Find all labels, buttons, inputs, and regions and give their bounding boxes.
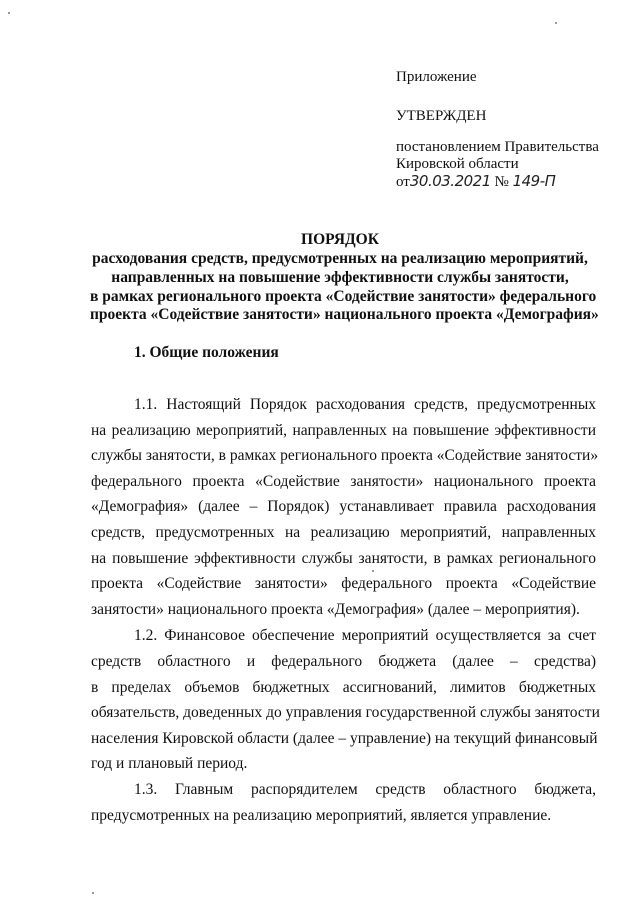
number-prefix: №	[494, 174, 509, 190]
title-line-4: в рамках регионального проекта «Содействие занятости» федерального	[90, 288, 597, 305]
paragraph-line: обязательств, доведенных до управления государственной службы занятости	[91, 704, 600, 721]
scan-speck	[8, 12, 10, 14]
scan-speck	[372, 570, 374, 572]
paragraph-line: «Демография» (далее – Порядок) устанавливает правила расходования	[91, 498, 596, 515]
paragraph-line: 1.1. Настоящий Порядок расходования средств, предусмотренных	[134, 396, 596, 413]
paragraph-line: федерального проекта «Содействие занятости» национального проекта	[91, 473, 596, 490]
decree-line-2: Кировской области	[396, 156, 519, 172]
paragraph-line: 1.2. Финансовое обеспечение мероприятий осуществляется за счет	[134, 627, 596, 644]
approved-label: УТВЕРЖДЕН	[396, 108, 487, 124]
section-heading: 1. Общие положения	[134, 344, 279, 361]
paragraph-line: службы занятости, в рамках регионального проекта «Содействие занятости»	[91, 447, 599, 464]
handwritten-date: 30.03.2021	[409, 172, 491, 190]
paragraph-line: проекта «Содействие занятости» федерального проекта «Содействие	[91, 575, 596, 592]
decree-line-1: постановлением Правительства	[396, 139, 599, 155]
paragraph-line: средств областного и федерального бюджета (далее – средства)	[91, 653, 596, 670]
title-line-5: проекта «Содействие занятости» национального проекта «Демография»	[90, 306, 599, 323]
paragraph-line: населения Кировской области (далее – управление) на текущий финансовый	[91, 730, 598, 747]
appendix-label: Приложение	[396, 69, 477, 85]
paragraph-line: 1.3. Главным распорядителем средств областного бюджета,	[134, 781, 596, 798]
paragraph-line: занятости» национального проекта «Демография» (далее – мероприятия).	[91, 601, 580, 618]
scan-speck	[92, 892, 94, 894]
scan-speck	[555, 22, 557, 24]
paragraph-line: средств, предусмотренных на реализацию мероприятий, направленных	[91, 524, 596, 541]
paragraph-line: в пределах объемов бюджетных ассигнований, лимитов бюджетных	[91, 679, 596, 696]
paragraph-line: на повышение эффективности службы занятости, в рамках регионального	[91, 550, 596, 567]
document-title: ПОРЯДОК	[301, 231, 379, 248]
paragraph-line: год и плановый период.	[91, 755, 248, 772]
title-line-3: направленных на повышение эффективности службы занятости,	[111, 269, 569, 286]
handwritten-number: 149-П	[512, 172, 556, 190]
date-prefix: от	[396, 174, 410, 190]
paragraph-line: предусмотренных на реализацию мероприятий, является управление.	[91, 807, 552, 824]
title-line-2: расходования средств, предусмотренных на реализацию мероприятий,	[92, 250, 588, 267]
paragraph-line: на реализацию мероприятий, направленных на повышение эффективности	[91, 422, 596, 439]
decree-date-line	[396, 173, 555, 191]
